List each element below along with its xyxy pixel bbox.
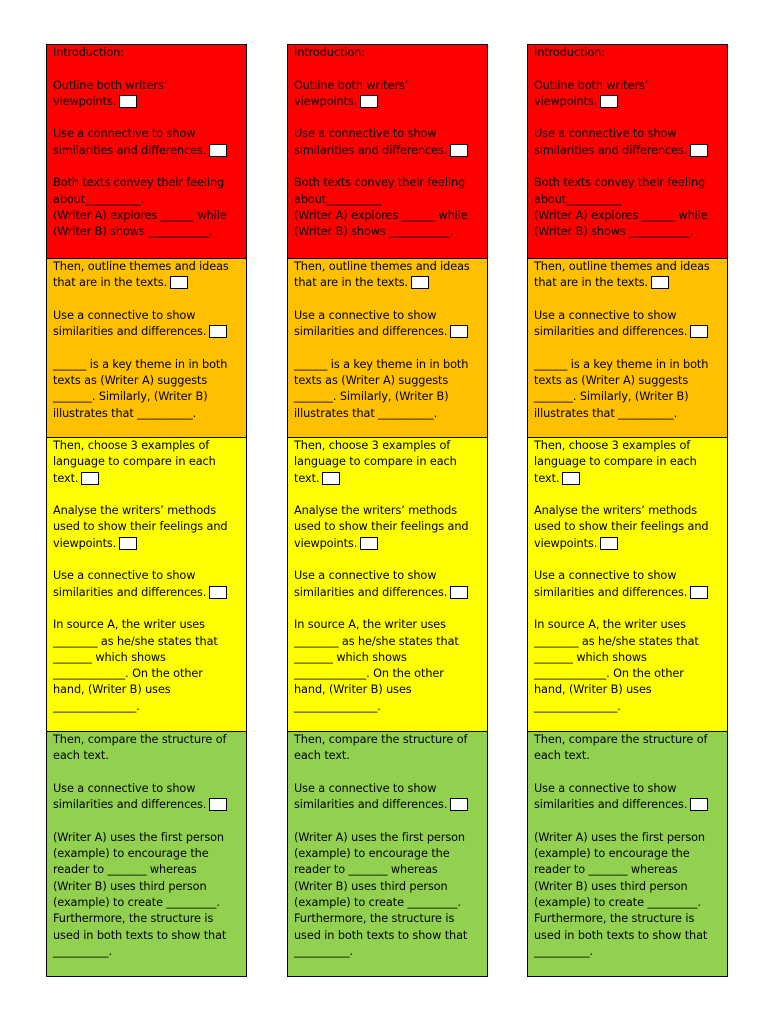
themes-section [288, 259, 487, 438]
themes-connective-line: similarities and differences. [534, 325, 688, 339]
tick-box[interactable] [562, 472, 580, 485]
language-frame-line: _______ which shows [294, 650, 407, 664]
tick-box[interactable] [450, 586, 468, 599]
themes-connective-line: similarities and differences. [294, 325, 448, 339]
language-analyse-line: Analyse the writers’ methods [53, 504, 217, 518]
intro-connective-line: Use a connective to show [534, 127, 677, 141]
intro-heading: Introduction: [534, 46, 605, 59]
language-frame-line: ________ as he/she states that [294, 634, 459, 648]
themes-task-line: that are in the texts. [534, 276, 648, 290]
intro-connective-line: Use a connective to show [53, 127, 196, 141]
language-frame-line: hand, (Writer B) uses [534, 683, 652, 697]
tick-box[interactable] [170, 276, 188, 289]
structure-connective-line: similarities and differences. [534, 798, 688, 812]
themes-task-line: Then, outline themes and ideas [53, 260, 229, 273]
intro-frame-line: about__________. [294, 192, 386, 206]
tick-box[interactable] [209, 798, 227, 811]
language-frame-line: _____________. On the other [534, 667, 684, 681]
intro-connective-line: similarities and differences. [294, 143, 448, 157]
structure-frame-line: (example) to encourage the [53, 847, 209, 861]
tick-box[interactable] [450, 798, 468, 811]
language-frame-line: _______________. [534, 699, 621, 713]
intro-frame-line: (Writer B) shows ___________. [294, 225, 454, 239]
structure-task-line: each text. [534, 749, 590, 763]
language-analyse-line: used to show their feelings and [294, 520, 469, 534]
language-frame-line: hand, (Writer B) uses [53, 683, 171, 697]
language-frame-line: hand, (Writer B) uses [294, 683, 412, 697]
tick-box[interactable] [690, 325, 708, 338]
structure-frame-line: used in both texts to show that [534, 928, 708, 942]
structure-task-line: Then, compare the structure of [53, 733, 227, 746]
language-task-line: text. [534, 471, 560, 485]
structure-connective-line: Use a connective to show [534, 781, 677, 795]
structure-frame-line: Furthermore, the structure is [53, 912, 214, 926]
intro-frame-line: (Writer B) shows ___________. [534, 225, 694, 239]
intro-frame-line: about__________. [53, 192, 145, 206]
structure-frame-line: Furthermore, the structure is [294, 912, 455, 926]
themes-task-line: Then, outline themes and ideas [294, 260, 470, 273]
language-connective-line: Use a connective to show [534, 569, 677, 583]
structure-frame-line: (Writer B) uses third person [294, 879, 448, 893]
intro-connective-line: Use a connective to show [294, 127, 437, 141]
themes-frame-line: ______ is a key theme in in both [294, 357, 469, 371]
language-frame-line: _____________. On the other [294, 667, 444, 681]
language-section [288, 438, 487, 732]
language-task-line: language to compare in each [294, 455, 457, 469]
language-frame-line: _____________. On the other [53, 667, 203, 681]
tick-box[interactable] [119, 537, 137, 550]
introduction-section [288, 45, 487, 259]
bookmark-3 [527, 44, 728, 977]
intro-frame-line: (Writer B) shows ___________. [53, 225, 213, 239]
intro-frame-line: Both texts convey their feeling [53, 176, 225, 190]
tick-box[interactable] [209, 586, 227, 599]
language-frame-line: _______ which shows [53, 650, 166, 664]
language-frame-line: ________ as he/she states that [53, 634, 218, 648]
language-task-line: text. [53, 471, 79, 485]
intro-frame-line: (Writer A) explores ______ while [534, 208, 708, 222]
themes-frame-line: ______ is a key theme in in both [53, 357, 228, 371]
structure-frame-line: used in both texts to show that [53, 928, 227, 942]
language-analyse-line: used to show their feelings and [53, 520, 228, 534]
introduction-section [47, 45, 246, 259]
language-connective-line: Use a connective to show [53, 569, 196, 583]
tick-box[interactable] [209, 144, 227, 157]
language-task-line: language to compare in each [53, 455, 216, 469]
structure-frame-line: __________. [53, 944, 112, 958]
structure-task-line: Then, compare the structure of [294, 733, 468, 746]
themes-frame-line: texts as (Writer A) suggests [294, 374, 449, 388]
themes-task-line: that are in the texts. [294, 276, 408, 290]
themes-frame-line: texts as (Writer A) suggests [53, 374, 208, 388]
language-connective-line: similarities and differences. [534, 585, 688, 599]
language-analyse-line: viewpoints. [53, 536, 117, 550]
language-task-line: text. [294, 471, 320, 485]
language-analyse-line: Analyse the writers’ methods [534, 504, 698, 518]
language-frame-line: In source A, the writer uses [53, 618, 205, 632]
themes-frame-line: ______ is a key theme in in both [534, 357, 709, 371]
tick-box[interactable] [322, 472, 340, 485]
tick-box[interactable] [690, 798, 708, 811]
structure-frame-line: (Writer A) uses the first person [294, 830, 465, 844]
structure-frame-line: __________. [534, 944, 593, 958]
intro-frame-line: (Writer A) explores ______ while [294, 208, 468, 222]
tick-box[interactable] [651, 276, 669, 289]
structure-connective-line: Use a connective to show [53, 781, 196, 795]
tick-box[interactable] [450, 325, 468, 338]
tick-box[interactable] [360, 537, 378, 550]
intro-outline-line: Outline both writers’ [53, 78, 168, 92]
tick-box[interactable] [119, 95, 137, 108]
language-connective-line: Use a connective to show [294, 569, 437, 583]
themes-connective-line: Use a connective to show [53, 308, 196, 322]
bookmark-1 [46, 44, 247, 977]
language-analyse-line: viewpoints. [534, 536, 598, 550]
intro-outline-line: viewpoints. [53, 94, 117, 108]
language-analyse-line: used to show their feelings and [534, 520, 709, 534]
language-frame-line: _______________. [53, 699, 140, 713]
structure-section [528, 732, 727, 976]
structure-section [47, 732, 246, 976]
language-frame-line: ________ as he/she states that [534, 634, 699, 648]
language-frame-line: In source A, the writer uses [534, 618, 686, 632]
tick-box[interactable] [411, 276, 429, 289]
intro-heading: Introduction: [294, 46, 365, 59]
themes-frame-line: illustrates that __________. [53, 406, 197, 420]
structure-frame-line: reader to _______ whereas [294, 863, 438, 877]
bookmark-2 [287, 44, 488, 977]
language-frame-line: _______ which shows [534, 650, 647, 664]
language-analyse-line: Analyse the writers’ methods [294, 504, 458, 518]
themes-frame-line: _______. Similarly, (Writer B) [53, 390, 208, 404]
themes-frame-line: _______. Similarly, (Writer B) [294, 390, 449, 404]
tick-box[interactable] [690, 586, 708, 599]
structure-frame-line: (Writer A) uses the first person [534, 830, 705, 844]
language-task-line: Then, choose 3 examples of [53, 439, 210, 452]
structure-task-line: each text. [294, 749, 350, 763]
intro-frame-line: Both texts convey their feeling [534, 176, 706, 190]
structure-frame-line: __________. [294, 944, 353, 958]
themes-frame-line: texts as (Writer A) suggests [534, 374, 689, 388]
tick-box[interactable] [690, 144, 708, 157]
intro-connective-line: similarities and differences. [53, 143, 207, 157]
structure-frame-line: reader to _______ whereas [53, 863, 197, 877]
intro-outline-line: viewpoints. [294, 94, 358, 108]
themes-frame-line: _______. Similarly, (Writer B) [534, 390, 689, 404]
structure-frame-line: (example) to create _________. [294, 895, 461, 909]
structure-frame-line: reader to _______ whereas [534, 863, 678, 877]
language-connective-line: similarities and differences. [53, 585, 207, 599]
themes-task-line: Then, outline themes and ideas [534, 260, 710, 273]
structure-frame-line: used in both texts to show that [294, 928, 468, 942]
language-connective-line: similarities and differences. [294, 585, 448, 599]
tick-box[interactable] [600, 95, 618, 108]
structure-frame-line: (Writer B) uses third person [534, 879, 688, 893]
structure-connective-line: Use a connective to show [294, 781, 437, 795]
language-frame-line: In source A, the writer uses [294, 618, 446, 632]
intro-outline-line: Outline both writers’ [534, 78, 649, 92]
intro-heading: Introduction: [53, 46, 124, 59]
language-task-line: Then, choose 3 examples of [294, 439, 451, 452]
intro-outline-line: viewpoints. [534, 94, 598, 108]
themes-frame-line: illustrates that __________. [534, 406, 678, 420]
language-task-line: language to compare in each [534, 455, 697, 469]
structure-task-line: each text. [53, 749, 109, 763]
language-frame-line: _______________. [294, 699, 381, 713]
intro-frame-line: (Writer A) explores ______ while [53, 208, 227, 222]
intro-outline-line: Outline both writers’ [294, 78, 409, 92]
tick-box[interactable] [209, 325, 227, 338]
intro-frame-line: Both texts convey their feeling [294, 176, 466, 190]
themes-connective-line: Use a connective to show [294, 308, 437, 322]
themes-section [47, 259, 246, 438]
language-task-line: Then, choose 3 examples of [534, 439, 691, 452]
structure-frame-line: Furthermore, the structure is [534, 912, 695, 926]
tick-box[interactable] [81, 472, 99, 485]
tick-box[interactable] [600, 537, 618, 550]
themes-connective-line: Use a connective to show [534, 308, 677, 322]
structure-task-line: Then, compare the structure of [534, 733, 708, 746]
structure-frame-line: (example) to create _________. [53, 895, 220, 909]
themes-task-line: that are in the texts. [53, 276, 167, 290]
themes-section [528, 259, 727, 438]
language-section [47, 438, 246, 732]
structure-connective-line: similarities and differences. [294, 798, 448, 812]
structure-frame-line: (example) to encourage the [534, 847, 690, 861]
themes-frame-line: illustrates that __________. [294, 406, 438, 420]
structure-frame-line: (Writer A) uses the first person [53, 830, 224, 844]
structure-connective-line: similarities and differences. [53, 798, 207, 812]
structure-frame-line: (example) to encourage the [294, 847, 450, 861]
themes-connective-line: similarities and differences. [53, 325, 207, 339]
structure-frame-line: (example) to create _________. [534, 895, 701, 909]
structure-frame-line: (Writer B) uses third person [53, 879, 207, 893]
intro-connective-line: similarities and differences. [534, 143, 688, 157]
introduction-section [528, 45, 727, 259]
tick-box[interactable] [360, 95, 378, 108]
structure-section [288, 732, 487, 976]
intro-frame-line: about__________. [534, 192, 626, 206]
language-analyse-line: viewpoints. [294, 536, 358, 550]
tick-box[interactable] [450, 144, 468, 157]
language-section [528, 438, 727, 732]
